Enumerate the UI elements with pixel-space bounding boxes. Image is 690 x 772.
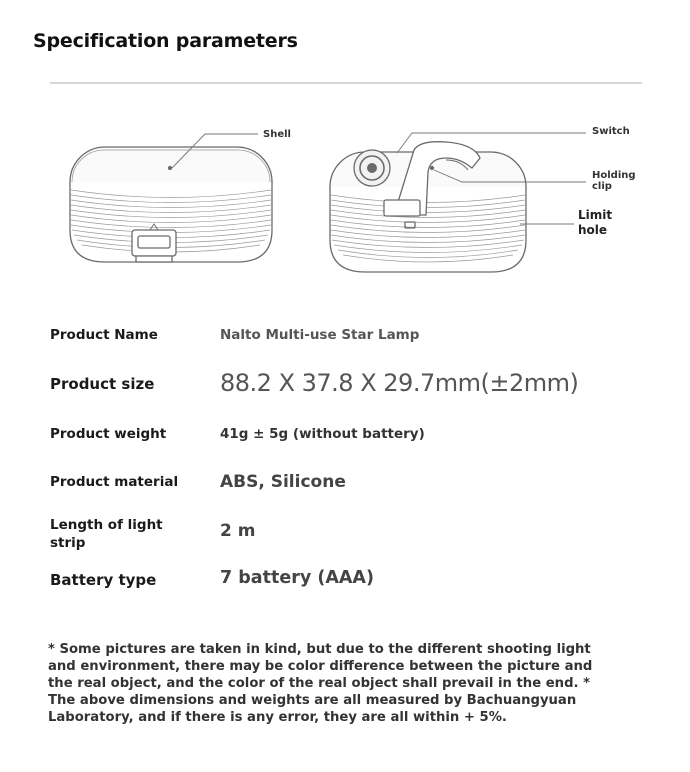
- lamp-back-view: [330, 142, 526, 272]
- product-illustration: [0, 110, 690, 300]
- spec-label-product-weight: Product weight: [50, 426, 167, 442]
- page-title: Specification parameters: [33, 30, 298, 52]
- spec-value-product-size: 88.2 X 37.8 X 29.7mm(±2mm): [220, 369, 579, 397]
- spec-value-product-material: ABS, Silicone: [220, 472, 346, 492]
- disclaimer-footnote: * Some pictures are taken in kind, but due to the different shooting light and environment, there may be color difference between the picture and the real object, and the color of the real object shall prevail in the end. * The above dimensions and weights are all measured by Bachuangyuan Laboratory, and if there is any error, they are all within + 5%.: [48, 642, 593, 725]
- product-drawing: [0, 110, 690, 300]
- spec-label-product-name: Product Name: [50, 327, 158, 343]
- title-divider: [50, 82, 642, 84]
- callout-switch: Switch: [592, 126, 630, 137]
- spec-label-battery-type: Battery type: [50, 571, 157, 589]
- callout-limit-hole: Limit hole: [578, 208, 613, 237]
- callout-shell: Shell: [263, 129, 291, 140]
- spec-label-product-size: Product size: [50, 375, 155, 393]
- spec-value-light-strip-length: 2 m: [220, 521, 256, 541]
- spec-value-battery-type: 7 battery (AAA): [220, 568, 374, 588]
- lamp-shell-view: [70, 147, 272, 262]
- spec-label-light-strip-length: Length of light strip: [50, 517, 163, 551]
- callout-holding-clip: Holding clip: [592, 170, 636, 192]
- spec-value-product-name: Nalto Multi-use Star Lamp: [220, 327, 420, 343]
- spec-label-product-material: Product material: [50, 474, 179, 490]
- spec-value-product-weight: 41g ± 5g (without battery): [220, 426, 425, 442]
